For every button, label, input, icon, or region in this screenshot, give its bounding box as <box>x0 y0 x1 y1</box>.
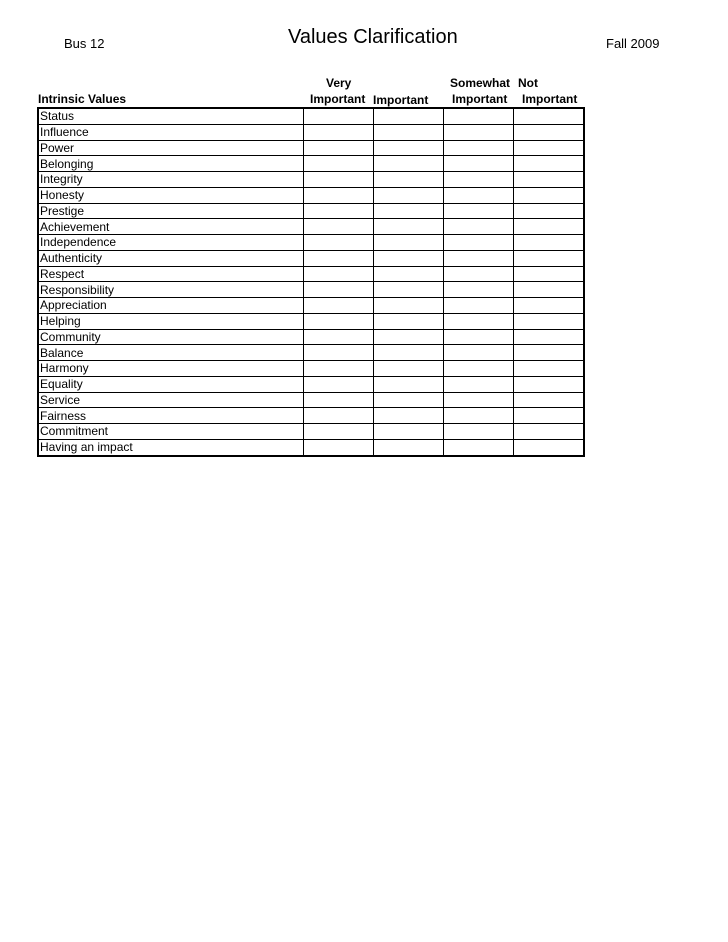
rating-cell-not-important[interactable] <box>514 140 585 156</box>
rating-cell-important[interactable] <box>374 313 444 329</box>
rating-cell-important[interactable] <box>374 172 444 188</box>
rating-cell-very-important[interactable] <box>304 203 374 219</box>
rating-cell-very-important[interactable] <box>304 266 374 282</box>
rating-cell-important[interactable] <box>374 345 444 361</box>
rating-cell-somewhat-important[interactable] <box>444 329 514 345</box>
col-important-line2: Important <box>373 93 429 107</box>
value-label: Harmony <box>38 361 304 377</box>
value-label: Community <box>38 329 304 345</box>
rating-cell-somewhat-important[interactable] <box>444 282 514 298</box>
rating-cell-important[interactable] <box>374 424 444 440</box>
table-row <box>38 345 584 361</box>
rating-cell-important[interactable] <box>374 219 444 235</box>
rating-cell-not-important[interactable] <box>514 124 585 140</box>
col-somewhat-important-line2: Important <box>452 92 508 106</box>
table-row <box>38 313 584 329</box>
term-label: Fall 2009 <box>606 36 660 48</box>
col-not-important-line2: Important <box>522 92 578 106</box>
value-label: Responsibility <box>38 282 304 298</box>
value-label: Integrity <box>38 172 304 188</box>
value-label: Respect <box>38 266 304 282</box>
table-row <box>38 439 584 455</box>
col-somewhat-important-line1: Somewhat <box>450 76 511 90</box>
rating-cell-not-important[interactable] <box>514 345 585 361</box>
value-label: Influence <box>38 124 304 140</box>
value-label: Status <box>38 108 304 124</box>
rating-cell-very-important[interactable] <box>304 219 374 235</box>
rating-cell-very-important[interactable] <box>304 235 374 251</box>
rating-cell-somewhat-important[interactable] <box>444 424 514 440</box>
rating-cell-somewhat-important[interactable] <box>444 172 514 188</box>
table-row <box>38 424 584 440</box>
rating-cell-important[interactable] <box>374 156 444 172</box>
rating-cell-not-important[interactable] <box>514 108 585 124</box>
rating-cell-very-important[interactable] <box>304 376 374 392</box>
rating-cell-very-important[interactable] <box>304 439 374 455</box>
rating-cell-somewhat-important[interactable] <box>444 345 514 361</box>
value-label: Belonging <box>38 156 304 172</box>
rating-cell-important[interactable] <box>374 298 444 314</box>
col-not-important-line1: Not <box>518 76 538 90</box>
rating-cell-not-important[interactable] <box>514 361 585 377</box>
rating-cell-not-important[interactable] <box>514 392 585 408</box>
value-label: Honesty <box>38 187 304 203</box>
rating-cell-somewhat-important[interactable] <box>444 376 514 392</box>
rating-cell-important[interactable] <box>374 266 444 282</box>
rating-cell-important[interactable] <box>374 235 444 251</box>
value-label: Independence <box>38 235 304 251</box>
rating-cell-not-important[interactable] <box>514 408 585 424</box>
value-label: Helping <box>38 313 304 329</box>
rating-cell-somewhat-important[interactable] <box>444 140 514 156</box>
page-title: Values Clarification <box>288 26 458 48</box>
table-row <box>38 361 584 377</box>
rating-cell-important[interactable] <box>374 361 444 377</box>
value-label: Having an impact <box>38 439 304 455</box>
table-row <box>38 203 584 219</box>
table-row <box>38 124 584 140</box>
rating-cell-not-important[interactable] <box>514 266 585 282</box>
rating-cell-not-important[interactable] <box>514 203 585 219</box>
row-header-label: Intrinsic Values <box>38 92 127 106</box>
table-row <box>38 187 584 203</box>
table-row <box>38 108 584 124</box>
rating-cell-somewhat-important[interactable] <box>444 266 514 282</box>
rating-cell-very-important[interactable] <box>304 298 374 314</box>
rating-cell-important[interactable] <box>374 439 444 455</box>
rating-cell-not-important[interactable] <box>514 424 585 440</box>
rating-cell-somewhat-important[interactable] <box>444 187 514 203</box>
rating-cell-very-important[interactable] <box>304 313 374 329</box>
rating-cell-not-important[interactable] <box>514 439 585 455</box>
table-row <box>38 266 584 282</box>
table-row <box>38 140 584 156</box>
rating-cell-very-important[interactable] <box>304 345 374 361</box>
value-label: Commitment <box>38 424 304 440</box>
rating-cell-not-important[interactable] <box>514 156 585 172</box>
table-row <box>38 376 584 392</box>
rating-cell-very-important[interactable] <box>304 187 374 203</box>
rating-cell-somewhat-important[interactable] <box>444 250 514 266</box>
rating-cell-somewhat-important[interactable] <box>444 392 514 408</box>
table-row <box>38 172 584 188</box>
rating-cell-important[interactable] <box>374 376 444 392</box>
rating-cell-very-important[interactable] <box>304 140 374 156</box>
value-label: Power <box>38 140 304 156</box>
rating-cell-very-important[interactable] <box>304 250 374 266</box>
table-row <box>38 250 584 266</box>
rating-cell-not-important[interactable] <box>514 172 585 188</box>
rating-cell-important[interactable] <box>374 140 444 156</box>
rating-cell-not-important[interactable] <box>514 219 585 235</box>
table-row <box>38 235 584 251</box>
rating-cell-very-important[interactable] <box>304 329 374 345</box>
rating-cell-important[interactable] <box>374 408 444 424</box>
value-label: Equality <box>38 376 304 392</box>
table-row <box>38 219 584 235</box>
value-label: Service <box>38 392 304 408</box>
values-table <box>37 107 585 457</box>
table-row <box>38 282 584 298</box>
rating-cell-very-important[interactable] <box>304 282 374 298</box>
rating-cell-somewhat-important[interactable] <box>444 219 514 235</box>
rating-cell-somewhat-important[interactable] <box>444 124 514 140</box>
rating-cell-not-important[interactable] <box>514 187 585 203</box>
rating-cell-not-important[interactable] <box>514 313 585 329</box>
rating-cell-somewhat-important[interactable] <box>444 439 514 455</box>
rating-cell-important[interactable] <box>374 124 444 140</box>
value-label: Prestige <box>38 203 304 219</box>
rating-cell-very-important[interactable] <box>304 172 374 188</box>
rating-cell-not-important[interactable] <box>514 235 585 251</box>
value-label: Balance <box>38 345 304 361</box>
rating-cell-very-important[interactable] <box>304 392 374 408</box>
rating-cell-important[interactable] <box>374 187 444 203</box>
rating-cell-somewhat-important[interactable] <box>444 408 514 424</box>
rating-cell-important[interactable] <box>374 329 444 345</box>
rating-cell-somewhat-important[interactable] <box>444 361 514 377</box>
rating-cell-very-important[interactable] <box>304 156 374 172</box>
rating-cell-not-important[interactable] <box>514 298 585 314</box>
value-label: Authenticity <box>38 250 304 266</box>
rating-cell-somewhat-important[interactable] <box>444 235 514 251</box>
table-row <box>38 329 584 345</box>
rating-cell-very-important[interactable] <box>304 361 374 377</box>
rating-cell-very-important[interactable] <box>304 408 374 424</box>
value-label: Achievement <box>38 219 304 235</box>
page-header <box>0 0 728 48</box>
rating-cell-important[interactable] <box>374 392 444 408</box>
values-table-body <box>38 108 584 456</box>
rating-cell-not-important[interactable] <box>514 282 585 298</box>
rating-cell-somewhat-important[interactable] <box>444 298 514 314</box>
rating-cell-not-important[interactable] <box>514 250 585 266</box>
rating-cell-somewhat-important[interactable] <box>444 108 514 124</box>
rating-cell-not-important[interactable] <box>514 329 585 345</box>
rating-cell-important[interactable] <box>374 282 444 298</box>
rating-cell-very-important[interactable] <box>304 124 374 140</box>
rating-cell-not-important[interactable] <box>514 376 585 392</box>
col-very-important-line1: Very <box>326 76 352 90</box>
value-label: Appreciation <box>38 298 304 314</box>
course-label: Bus 12 <box>64 36 105 48</box>
rating-cell-important[interactable] <box>374 203 444 219</box>
rating-cell-important[interactable] <box>374 250 444 266</box>
rating-cell-important[interactable] <box>374 108 444 124</box>
table-row <box>38 392 584 408</box>
rating-cell-very-important[interactable] <box>304 424 374 440</box>
value-label: Fairness <box>38 408 304 424</box>
col-very-important-line2: Important <box>310 92 366 106</box>
table-row <box>38 156 584 172</box>
table-row <box>38 298 584 314</box>
rating-cell-somewhat-important[interactable] <box>444 156 514 172</box>
rating-cell-somewhat-important[interactable] <box>444 203 514 219</box>
rating-cell-very-important[interactable] <box>304 108 374 124</box>
table-row <box>38 408 584 424</box>
rating-cell-somewhat-important[interactable] <box>444 313 514 329</box>
